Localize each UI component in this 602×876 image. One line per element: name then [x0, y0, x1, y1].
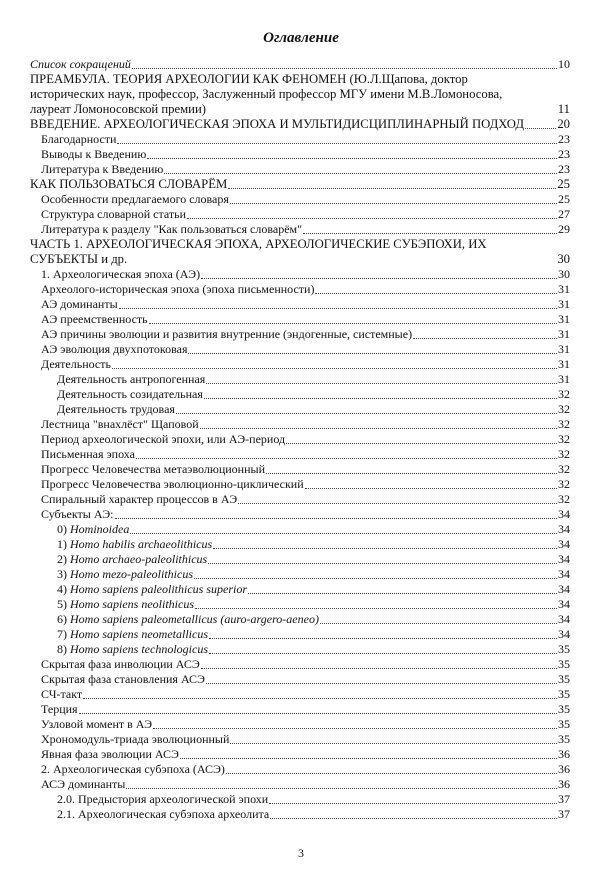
toc-entry-page: 27 — [558, 207, 570, 221]
toc-entry-title — [41, 507, 114, 521]
toc-entry-page: 23 — [558, 147, 570, 161]
toc-entry-number: 3) — [57, 567, 70, 581]
toc-entry-text: 2.1. Археологическая субэпоха археолита — [57, 807, 270, 821]
toc-entry-title — [57, 582, 247, 596]
toc-entry — [30, 612, 570, 627]
toc-entry-text: Homo sapiens technologicus — [70, 642, 208, 656]
toc-entry-page: 32 — [558, 387, 570, 401]
toc-entry-text: Период археологической эпохи, или АЭ-период — [41, 432, 286, 446]
toc-leader-dots — [303, 232, 557, 234]
toc-entry-title — [57, 612, 319, 626]
toc-entry — [30, 507, 570, 522]
toc-entry-page: 34 — [558, 567, 570, 581]
toc-entry — [30, 642, 570, 657]
page-title: Оглавление — [263, 30, 339, 46]
toc-entry-title — [41, 732, 229, 746]
toc-entry-page: 29 — [558, 222, 570, 236]
toc-entry-title-line: СУБЪЕКТЫ и др. — [30, 252, 128, 266]
toc-leader-dots — [525, 127, 556, 129]
toc-entry-text: 2.0. Предыстория археологической эпохи — [57, 792, 269, 806]
toc-entry — [30, 462, 570, 477]
toc-entry-page: 35 — [558, 687, 570, 701]
toc-entry-text: Homo sapiens paleolithicus superior — [70, 582, 247, 596]
toc-entry-title — [57, 792, 268, 806]
toc-leader-dots — [320, 622, 557, 624]
toc-entry-number: 0) — [57, 522, 70, 536]
toc-entry-text: Скрытая фаза инволюции АСЭ — [41, 657, 200, 671]
toc-leader-dots — [413, 337, 557, 339]
toc-entry-text: 2. Археологическая субэпоха (АСЭ) — [41, 762, 225, 776]
toc-entry-title — [57, 387, 203, 401]
toc-entry — [30, 132, 570, 147]
toc-entry-page: 31 — [558, 312, 570, 326]
toc-entry-title — [30, 117, 524, 131]
toc-entry-text: Археолого-историческая эпоха (эпоха письменности) — [41, 282, 315, 296]
toc-leader-dots — [153, 727, 557, 729]
toc-entry-title — [41, 657, 200, 671]
toc-entry — [30, 777, 570, 792]
toc-entry-page: 34 — [558, 627, 570, 641]
toc-entry-title — [41, 282, 314, 296]
toc-entry — [30, 327, 570, 342]
toc-entry — [30, 492, 570, 507]
toc-entry-text: Прогресс Человечества эволюционно-циклический — [41, 477, 304, 491]
toc-entry-title — [41, 327, 412, 341]
toc-entry-page: 31 — [558, 297, 570, 311]
toc-entry-page: 10 — [558, 57, 570, 71]
toc-entry — [30, 447, 570, 462]
toc-leader-dots — [164, 172, 557, 174]
toc-entry-page: 32 — [558, 447, 570, 461]
toc-entry — [30, 387, 570, 402]
toc-entry-title — [41, 357, 111, 371]
toc-entry-title — [57, 537, 212, 551]
toc-leader-dots — [230, 742, 557, 744]
toc-entry — [30, 762, 570, 777]
toc-leader-dots — [132, 67, 557, 69]
toc-entry-page: 30 — [558, 267, 570, 281]
toc-entry — [30, 432, 570, 447]
toc-entry-text: Скрытая фаза становления АСЭ — [41, 672, 205, 686]
toc-entry-text: АЭ преемственность — [41, 312, 148, 326]
toc-entry-title — [41, 192, 229, 206]
toc-entry-text: СЧ-такт — [41, 687, 83, 701]
toc-entry-page: 31 — [558, 327, 570, 341]
toc-entry — [30, 702, 570, 717]
toc-entry — [30, 147, 570, 162]
toc-leader-dots — [206, 682, 557, 684]
toc-leader-dots — [269, 802, 557, 804]
toc-entry-title-line: ЧАСТЬ 1. АРХЕОЛОГИЧЕСКАЯ ЭПОХА, АРХЕОЛОГИЧЕСКИЕ СУБЭПОХИ, ИХ — [30, 237, 487, 251]
toc-entry-text: Субъекты АЭ: — [41, 507, 114, 521]
toc-leader-dots — [315, 292, 557, 294]
toc-entry — [30, 522, 570, 537]
toc-entry-page: 35 — [558, 672, 570, 686]
toc-entry — [30, 417, 570, 432]
toc-entry-title — [41, 432, 285, 446]
toc-entry-title — [41, 447, 135, 461]
toc-entry-number: 8) — [57, 642, 70, 656]
toc-leader-dots — [305, 487, 557, 489]
toc-entry-title — [41, 162, 163, 176]
toc-entry-number: 7) — [57, 627, 70, 641]
toc-leader-dots — [228, 187, 556, 189]
toc-entry-page: 36 — [558, 747, 570, 761]
toc-leader-dots — [238, 502, 557, 504]
toc-entry-page: 34 — [558, 582, 570, 596]
toc-entry-title — [41, 747, 179, 761]
toc-leader-dots — [270, 817, 557, 819]
toc-leader-dots — [119, 307, 557, 309]
toc-leader-dots — [206, 382, 557, 384]
toc-entry-text: Homo sapiens neometallicus — [70, 627, 208, 641]
toc-entry-page: 32 — [558, 432, 570, 446]
toc-entry-text: Выводы к Введению — [41, 147, 147, 161]
toc-entry — [30, 177, 570, 192]
toc-entry-page: 34 — [558, 507, 570, 521]
toc-entry-page: 36 — [558, 777, 570, 791]
toc-entry-text: Структура словарной статьи — [41, 207, 187, 221]
toc-entry — [30, 192, 570, 207]
toc-entry — [30, 537, 570, 552]
toc-entry-page: 34 — [558, 552, 570, 566]
toc-entry-page: 36 — [558, 762, 570, 776]
toc-entry — [30, 342, 570, 357]
toc-entry-text: Хрономодуль-триада эволюционный — [41, 732, 230, 746]
toc-entry-number: 5) — [57, 597, 70, 611]
toc-entry-text: Homo sapiens neolithicus — [70, 597, 194, 611]
toc-entry-title — [41, 702, 78, 716]
toc-entry-title — [30, 57, 131, 71]
toc-entry-title — [41, 687, 82, 701]
toc-leader-dots — [188, 352, 557, 354]
toc-leader-dots — [115, 517, 558, 519]
toc-entry-text: ВВЕДЕНИЕ. АРХЕОЛОГИЧЕСКАЯ ЭПОХА И МУЛЬТИДИСЦИПЛИНАРНЫЙ ПОДХОД — [30, 117, 524, 131]
toc-entry-page: 35 — [558, 702, 570, 716]
toc-leader-dots — [286, 442, 557, 444]
toc-entry-text: Деятельность антропогенная — [57, 372, 206, 386]
toc-entry — [30, 357, 570, 372]
toc-entry-title — [57, 402, 175, 416]
toc-entry — [30, 282, 570, 297]
toc-leader-dots — [130, 532, 557, 534]
toc-entry-title — [41, 717, 152, 731]
toc-leader-dots — [195, 607, 557, 609]
toc-entry-number: 4) — [57, 582, 70, 596]
toc-entry — [30, 72, 570, 117]
toc-entry — [30, 57, 570, 72]
toc-entry-number: 1) — [57, 537, 70, 551]
toc-entry-page: 11 — [557, 102, 570, 116]
toc-leader-dots — [136, 457, 557, 459]
toc-entry — [30, 627, 570, 642]
toc-entry-page: 30 — [557, 252, 570, 266]
toc-entry-page: 35 — [558, 642, 570, 656]
toc-leader-dots — [83, 697, 557, 699]
toc-entry-text: Узловой момент в АЭ — [41, 717, 153, 731]
toc-entry — [30, 747, 570, 762]
toc-entry-number: 6) — [57, 612, 70, 626]
toc-entry-title — [41, 492, 237, 506]
toc-entry-text: Homo habilis archaeolithicus — [70, 537, 213, 551]
toc-entry-text: Hominoidea — [70, 522, 130, 536]
toc-leader-dots — [194, 577, 557, 579]
toc-leader-dots — [213, 547, 557, 549]
toc-entry-text: Литература к Введению — [41, 162, 164, 176]
toc-entry-text: Homo sapiens paleometallicus (auro-argero-aeneo) — [70, 612, 319, 626]
toc-leader-dots — [208, 562, 557, 564]
toc-leader-dots — [200, 427, 557, 429]
toc-entry-page: 23 — [558, 132, 570, 146]
toc-entry-text: Особенности предлагаемого словаря — [41, 192, 229, 206]
toc-entry-text: Литература к разделу "Как пользоваться словарём" — [41, 222, 303, 236]
toc-entry — [30, 297, 570, 312]
toc-leader-dots — [147, 157, 557, 159]
toc-entry-page: 32 — [558, 477, 570, 491]
toc-entry-text: Благодарности — [41, 132, 117, 146]
toc-entry-text: АЭ эволюция двухпотоковая — [41, 342, 188, 356]
toc-entry — [30, 807, 570, 822]
toc-entry — [30, 222, 570, 237]
toc-entry-title — [41, 147, 146, 161]
toc-entry-text: Homo mezo-paleolithicus — [70, 567, 193, 581]
toc-entry-text: Прогресс Человечества метаэволюционный — [41, 462, 266, 476]
toc-entry-title — [57, 567, 193, 581]
toc-entry-title — [41, 342, 187, 356]
toc-entry-page: 31 — [558, 342, 570, 356]
toc-entry — [30, 117, 570, 132]
toc-leader-dots — [187, 217, 557, 219]
toc-entry — [30, 207, 570, 222]
toc-leader-dots — [248, 592, 557, 594]
toc-entry-page: 31 — [558, 372, 570, 386]
toc-entry-page: 25 — [558, 192, 570, 206]
toc-entry — [30, 237, 570, 267]
toc-entry-title — [41, 762, 225, 776]
toc-leader-dots — [79, 712, 557, 714]
toc-leader-dots — [126, 787, 557, 789]
toc-entry — [30, 477, 570, 492]
toc-entry-page: 31 — [558, 357, 570, 371]
toc-entry — [30, 672, 570, 687]
toc-entry-page: 32 — [558, 417, 570, 431]
toc-leader-dots — [209, 637, 557, 639]
toc-entry — [30, 162, 570, 177]
toc-entry-page: 20 — [557, 117, 570, 131]
toc-entry-page: 34 — [558, 597, 570, 611]
toc-entry — [30, 582, 570, 597]
toc-entry-page: 34 — [558, 537, 570, 551]
toc-entry-title — [57, 642, 208, 656]
toc-entry-text: Homo archaeo-paleolithicus — [70, 552, 208, 566]
toc-leader-dots — [204, 397, 557, 399]
toc-leader-dots — [201, 277, 557, 279]
toc-entry — [30, 567, 570, 582]
toc-entry — [30, 267, 570, 282]
toc-entry-text: Деятельность — [41, 357, 111, 371]
toc-entry-title-line: лауреат Ломоносовской премии) — [30, 102, 206, 116]
toc-entry-title-line: исторических наук, профессор, Заслуженный профессор МГУ имени М.В.Ломоносова, — [30, 87, 503, 101]
toc-entry-title-line: ПРЕАМБУЛА. ТЕОРИЯ АРХЕОЛОГИИ КАК ФЕНОМЕН (Ю.Л.Щапова, доктор — [30, 72, 468, 86]
toc-entry — [30, 657, 570, 672]
toc-entry-text: Деятельность созидательная — [57, 387, 203, 401]
toc-entry-page: 37 — [558, 792, 570, 806]
toc-entry-title — [41, 777, 125, 791]
toc-entry-title — [57, 552, 207, 566]
toc-entry-page: 35 — [558, 732, 570, 746]
toc-leader-dots — [180, 757, 557, 759]
toc-entry-page: 32 — [558, 492, 570, 506]
toc-entry-page: 35 — [558, 717, 570, 731]
toc-entry-title — [41, 672, 205, 686]
toc-entry-text: Спиральный характер процессов в АЭ — [41, 492, 238, 506]
toc-entry-text: Деятельность трудовая — [57, 402, 175, 416]
toc-leader-dots — [209, 652, 557, 654]
toc-entry-text: Лестница "внахлёст" Щаповой — [41, 417, 199, 431]
toc-entry-text: Терция — [41, 702, 78, 716]
toc-leader-dots — [201, 667, 557, 669]
toc-leader-dots — [226, 772, 557, 774]
toc-entry-text: Список сокращений — [30, 57, 131, 71]
toc-leader-dots — [149, 322, 557, 324]
toc-entry-title — [57, 807, 269, 821]
toc-entry-title — [57, 597, 194, 611]
toc-entry-title — [41, 417, 199, 431]
toc-entry — [30, 687, 570, 702]
toc-entry-text: АЭ доминанты — [41, 297, 118, 311]
toc-entry-title — [41, 312, 148, 326]
toc-entry-text: АСЭ доминанты — [41, 777, 126, 791]
toc-entry — [30, 372, 570, 387]
toc-entry — [30, 402, 570, 417]
toc-entry — [30, 732, 570, 747]
table-of-contents — [30, 57, 570, 822]
toc-entry-title — [41, 297, 118, 311]
toc-entry — [30, 552, 570, 567]
toc-entry-title — [57, 627, 208, 641]
toc-leader-dots — [230, 202, 557, 204]
toc-entry-text: Явная фаза эволюции АСЭ — [41, 747, 179, 761]
toc-leader-dots — [266, 472, 557, 474]
toc-entry — [30, 312, 570, 327]
toc-entry-title — [30, 237, 570, 267]
toc-entry-title — [57, 522, 129, 536]
toc-entry — [30, 792, 570, 807]
page-number: 3 — [298, 846, 304, 860]
toc-entry-page: 32 — [558, 402, 570, 416]
toc-entry-title — [30, 72, 570, 117]
toc-entry-title — [41, 477, 304, 491]
toc-entry-page: 35 — [558, 657, 570, 671]
toc-entry-title — [30, 177, 227, 191]
toc-leader-dots — [112, 367, 557, 369]
toc-entry-title — [41, 222, 302, 236]
toc-entry-page: 34 — [558, 612, 570, 626]
toc-entry-title — [41, 462, 265, 476]
toc-leader-dots — [117, 142, 557, 144]
toc-entry-text: КАК ПОЛЬЗОВАТЬСЯ СЛОВАРЁМ — [30, 177, 228, 191]
toc-entry-page: 34 — [558, 522, 570, 536]
toc-entry-title — [41, 132, 116, 146]
toc-entry-text: 1. Археологическая эпоха (АЭ) — [41, 267, 201, 281]
toc-entry — [30, 597, 570, 612]
toc-entry-number: 2) — [57, 552, 70, 566]
toc-entry-page: 37 — [558, 807, 570, 821]
toc-entry-page: 25 — [557, 177, 570, 191]
toc-entry — [30, 717, 570, 732]
toc-entry-text: АЭ причины эволюции и развития внутренние (эндогенные, системные) — [41, 327, 413, 341]
toc-entry-title — [41, 207, 186, 221]
toc-entry-text: Письменная эпоха — [41, 447, 135, 461]
toc-entry-title — [41, 267, 200, 281]
toc-entry-page: 32 — [558, 462, 570, 476]
toc-entry-page: 23 — [558, 162, 570, 176]
toc-leader-dots — [176, 412, 557, 414]
toc-entry-title — [57, 372, 205, 386]
toc-entry-page: 31 — [558, 282, 570, 296]
